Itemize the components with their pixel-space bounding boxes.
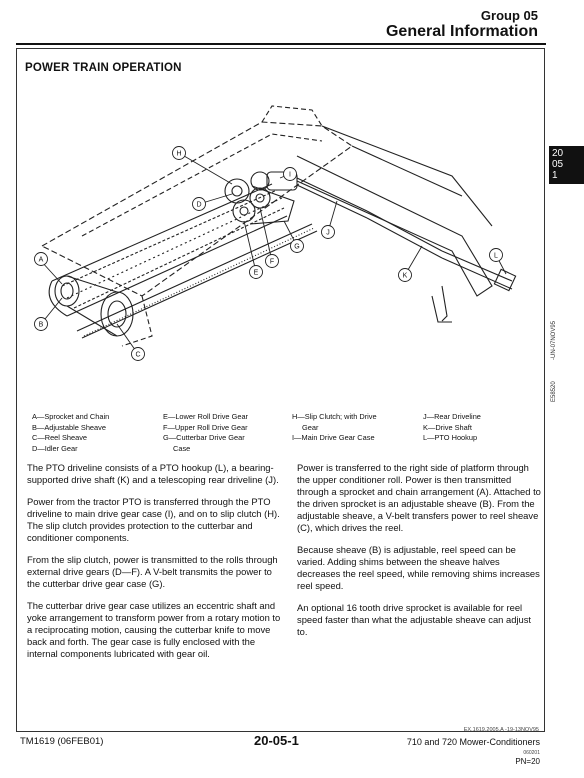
footer-code: EX.1619.2005.A -19-13NOV95 — [463, 727, 539, 733]
page-title: General Information — [385, 23, 538, 40]
legend-item: Case — [173, 443, 191, 453]
group-label: Group 05 — [480, 8, 538, 23]
section-tab-line: 1 — [552, 170, 558, 181]
legend-column-1 — [32, 412, 109, 454]
callout-i: I — [289, 171, 291, 179]
illustration-id: E58520 — [551, 381, 557, 402]
print-number: PN=20 — [515, 757, 540, 766]
section-tab-line: 05 — [552, 159, 564, 170]
legend-item: A—Sprocket and Chain — [32, 412, 110, 421]
legend-item: E—Lower Roll Drive Gear — [163, 412, 249, 421]
paragraph: An optional 16 tooth drive sprocket is available for reel speed faster than what the adjustable sheave can adjust to. — [297, 602, 532, 637]
callout-h: H — [176, 150, 182, 158]
platform-frame — [42, 106, 516, 346]
legend-item: F—Upper Roll Drive Gear — [163, 422, 248, 432]
paragraph: Because sheave (B) is adjustable, reel speed can be varied. Adding shims between the sheave halves decreases the reel speed, while removing shims increases reel speed. — [297, 544, 540, 591]
paragraph: Power from the tractor PTO is transferred through the PTO driveline to main drive gear case (I), and on to slip clutch (H). The slip clutch provides protection to the cutterbar and conditioner components. — [27, 496, 280, 543]
body-text-right — [297, 462, 543, 648]
page-number: 20-05-1 — [254, 733, 299, 748]
callout-l: L — [494, 252, 498, 260]
paragraph: The PTO driveline consists of a PTO hookup (L), a bearing-supported drive shaft (K) and a telescoping rear driveline (J). — [27, 462, 279, 485]
paragraph: From the slip clutch, power is transmitted to the rolls through external drive gears (D—F). A V-belt transmits the power to the cutterbar drive gear case (G). — [27, 554, 278, 589]
legend-item: K—Drive Shaft — [423, 422, 472, 432]
callout-a: A — [38, 256, 44, 264]
section-tab — [549, 146, 584, 184]
callout-f: F — [269, 258, 275, 266]
section-tab-line: 20 — [552, 148, 564, 159]
paragraph: The cutterbar drive gear case utilizes an eccentric shaft and yoke arrangement to transform power from a rotary motion to a reciprocating motion, causing the cutterbar knife to move back and forth. The gear case is fully enclosed with the internal components lubricated with gear oil. — [27, 600, 281, 659]
legend-item: L—PTO Hookup — [423, 433, 478, 442]
legend-item: Gear — [302, 422, 319, 432]
header-rule — [16, 43, 546, 45]
legend-item: D—Idler Gear — [32, 443, 78, 453]
legend-item: H—Slip Clutch; with Drive — [292, 412, 377, 421]
callout-g: G — [294, 243, 300, 251]
legend-item: G—Cutterbar Drive Gear — [163, 433, 245, 442]
legend-item: J—Rear Driveline — [423, 412, 481, 421]
paragraph: Power is transferred to the right side of platform through the upper conditioner roll. Power is then transmitted through a sprocket and chain arrangement (A). Attached to the driven sprocket is an adjustable sheave (B). From the adjustable sheave, a V-belt transfers power to reel sheave (C), which drives the reel. — [297, 462, 541, 533]
manual-title: 710 and 720 Mower-Conditioners — [406, 737, 540, 747]
footer-date-code: 060201 — [523, 750, 540, 756]
legend-column-2 — [163, 412, 248, 454]
callout-e: E — [253, 269, 259, 277]
callout-k: K — [402, 272, 408, 280]
callout-c: C — [135, 351, 141, 359]
power-train-illustration — [22, 86, 542, 406]
legend-column-4 — [423, 412, 481, 444]
legend-item: I—Main Drive Gear Case — [292, 433, 375, 442]
callout-b: B — [38, 321, 44, 329]
legend-column-3 — [292, 412, 377, 444]
section-title: POWER TRAIN OPERATION — [25, 62, 182, 74]
legend-item: B—Adjustable Sheave — [32, 422, 106, 432]
manual-number: TM1619 (06FEB01) — [20, 736, 104, 747]
legend-item: C—Reel Sheave — [32, 433, 88, 442]
callout-j: J — [326, 229, 330, 237]
callout-d: D — [196, 201, 202, 209]
illustration-code: -UN-07NOV95 — [551, 320, 557, 360]
body-text-left — [27, 462, 285, 670]
